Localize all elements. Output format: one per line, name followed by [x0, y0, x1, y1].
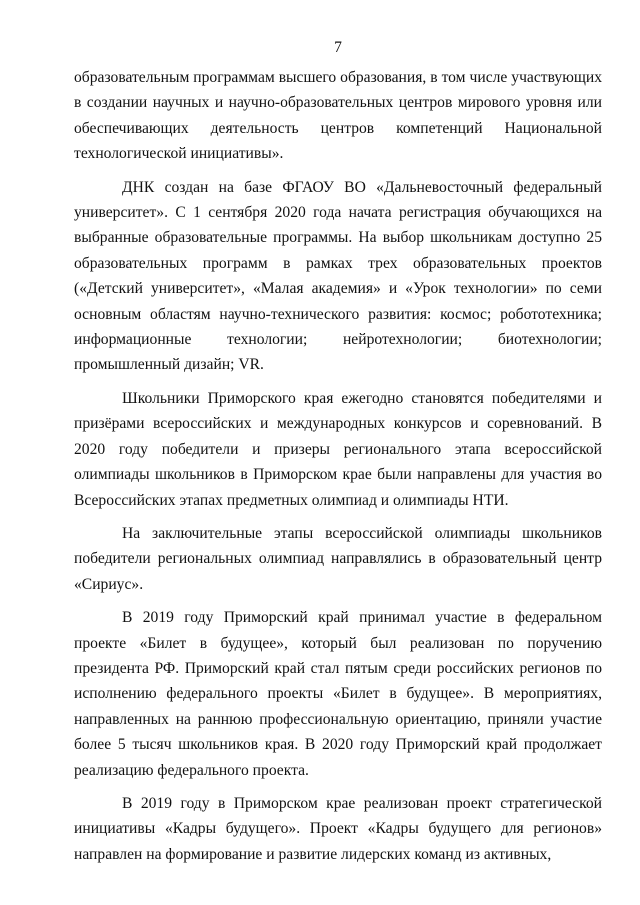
paragraph-5: В 2019 году Приморский край принимал участие в федеральном проекте «Билет в будущее», который был реализован по поручению президента РФ. Приморский край стал пятым среди российских регионов по исполнению федерального проекты «Билет в будущее». В мероприятиях, направленных на раннюю профессиональную ориентацию, приняли участие более 5 тысяч школьников края. В 2020 году Приморский край продолжает реализацию федерального проекта.: [74, 609, 602, 779]
paragraph-4: На заключительные этапы всероссийской олимпиады школьников победители региональных олимпиад направлялись в образовательный центр «Сириус».: [74, 524, 602, 593]
paragraph-2: ДНК создан на базе ФГАОУ ВО «Дальневосточный федеральный университет». С 1 сентября 2020 года начата регистрация обучающихся на выбранные образовательные программы. На выбор школьникам доступно 25 образовательных программ в рамках трех образовательных проектов («Детский университет», «Малая академия» и «Урок технологии» по семи основным областям научно-технического развития: космос; робототехника; информационные технологии; нейротехнологии; биотехнологии; промышленный дизайн; VR.: [74, 178, 602, 374]
page-number: 7: [334, 39, 342, 56]
paragraph-1: образовательным программам высшего образования, в том числе участвующих в создании научных и научно-образовательных центров мирового уровня или обеспечивающих деятельность центров компетенций Национальной технологической инициативы».: [74, 69, 602, 163]
paragraph-6: В 2019 году в Приморском крае реализован проект стратегической инициативы «Кадры будущего». Проект «Кадры будущего для регионов» направлен на формирование и развитие лидерских команд из активных,: [74, 794, 602, 863]
paragraph-3: Школьники Приморского края ежегодно становятся победителями и призёрами всероссийских и международных конкурсов и соревнований. В 2020 году победители и призеры регионального этапа всероссийской олимпиады школьников в Приморском крае были направлены для участия во Всероссийских этапах предметных олимпиад и олимпиады НТИ.: [74, 389, 602, 509]
